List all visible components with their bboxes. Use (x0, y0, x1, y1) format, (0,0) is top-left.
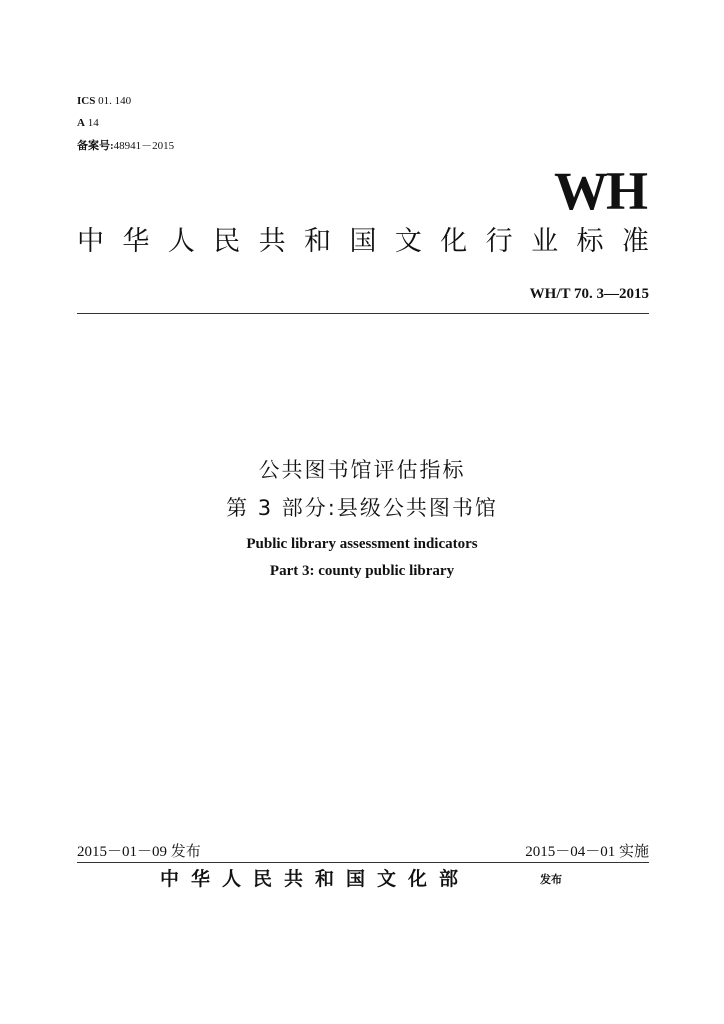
standard-name-char: 准 (621, 226, 649, 257)
implementation-date: 2015－04－01 实施 (525, 844, 649, 860)
title-chinese-main: 公共图书馆评估指标 (258, 458, 466, 482)
standard-name-char: 行 (485, 226, 513, 257)
title-english-main: Public library assessment indicators (246, 536, 478, 552)
issuing-authority: 中华人民共和国文化部 (160, 868, 471, 890)
record-number (77, 139, 174, 153)
classification-code (77, 116, 99, 130)
standard-category-title (77, 222, 649, 262)
ics-code (77, 94, 131, 108)
classification-value: 14 (87, 117, 99, 129)
issue-date: 2015－01－09 发布 (77, 844, 201, 860)
record-label: 备案号: (77, 140, 114, 152)
standard-name-char: 文 (394, 226, 422, 257)
record-value: 48941－2015 (113, 140, 175, 152)
standard-name-char: 标 (576, 226, 604, 257)
standard-name-char: 华 (122, 226, 150, 257)
standard-name-char: 化 (440, 226, 468, 257)
ics-value: 01. 140 (98, 95, 132, 107)
standard-name-char: 国 (349, 226, 377, 257)
standard-name-char: 业 (531, 226, 559, 257)
standard-name-char: 民 (213, 226, 241, 257)
title-chinese-part: 第 3 部分:县级公共图书馆 (226, 496, 498, 520)
ics-label: ICS (77, 95, 96, 107)
standard-name-char: 人 (167, 226, 195, 257)
standard-name-char: 中 (77, 226, 104, 257)
standard-name-char: 和 (304, 226, 332, 257)
footer-divider (77, 862, 649, 863)
standard-name-char: 共 (258, 226, 286, 257)
standard-code: WH/T 70. 3—2015 (529, 286, 649, 302)
issuer-suffix: 发布 (540, 873, 562, 886)
classification-label: A (77, 117, 85, 129)
title-english-part: Part 3: county public library (269, 563, 455, 579)
header-divider (77, 313, 649, 314)
wh-logo: WH (553, 161, 646, 221)
